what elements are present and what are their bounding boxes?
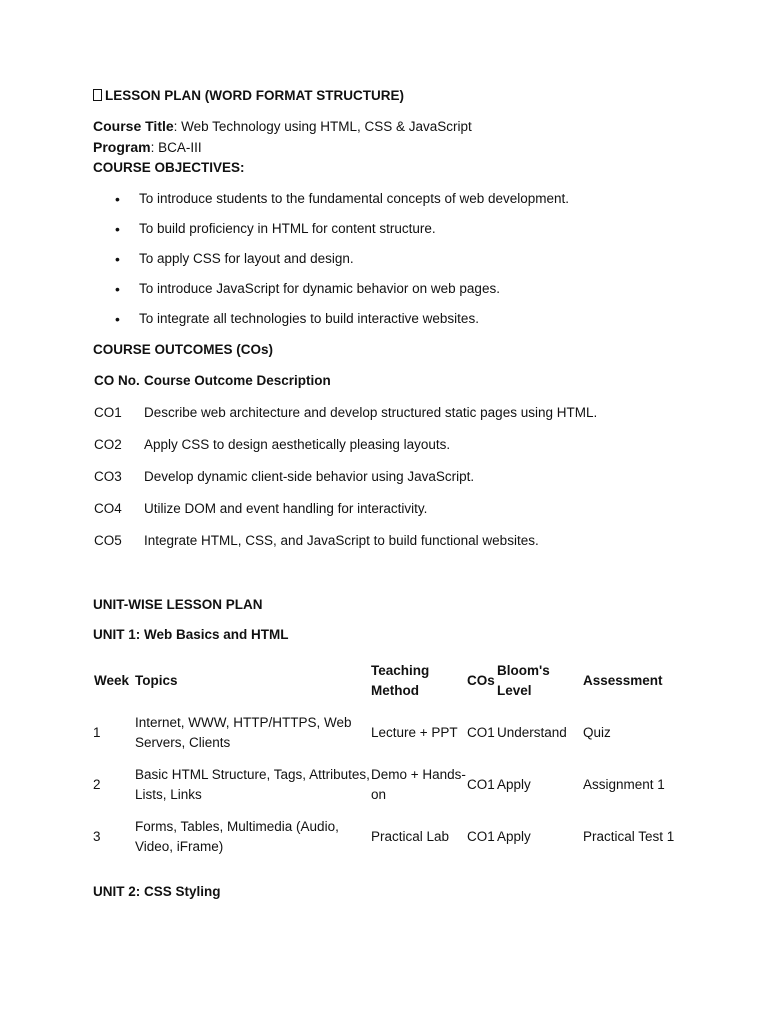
unit1-heading: UNIT 1: Web Basics and HTML [93,627,289,642]
assessment-cell: Assignment 1 [583,777,665,792]
method-cell: Lecture + PPT [371,725,458,740]
objective-text: To build proficiency in HTML for content structure. [139,221,436,236]
outcomes-table [93,371,597,563]
table-row [93,403,597,435]
objectives-heading: COURSE OBJECTIVES: [93,160,245,175]
column-header: Assessment [583,673,663,688]
column-header: Week [94,673,130,688]
table-row [93,435,597,467]
week-cell: 2 [93,777,101,792]
table-row [93,707,683,759]
week-cell: 3 [93,829,101,844]
course-title-value: : Web Technology using HTML, CSS & JavaScript [173,119,472,134]
list-item [93,309,693,339]
bullet-icon: • [115,251,120,267]
table-row [93,499,597,531]
column-header: Topics [135,673,178,688]
table-row [93,811,683,863]
objective-text: To introduce JavaScript for dynamic behavior on web pages. [139,281,500,296]
co-number: CO3 [94,469,122,484]
column-header: Course Outcome Description [144,373,331,388]
objective-text: To introduce students to the fundamental concepts of web development. [139,191,570,206]
list-item [93,189,693,219]
assessment-cell: Practical Test 1 [583,829,675,844]
co-number: CO1 [94,405,122,420]
list-item [93,219,693,249]
co-description: Develop dynamic client-side behavior using JavaScript. [144,469,475,484]
course-title-line [93,116,693,137]
document-title: LESSON PLAN (WORD FORMAT STRUCTURE) [105,88,404,103]
co-description: Apply CSS to design aesthetically pleasing layouts. [144,437,451,452]
list-item [93,279,693,309]
co-description: Integrate HTML, CSS, and JavaScript to build functional websites. [144,533,539,548]
topics-cell: Basic HTML Structure, Tags, Attributes, Lists, Links [135,767,370,802]
bullet-icon: • [115,191,120,207]
bullet-icon: • [115,311,120,327]
week-cell: 1 [93,725,101,740]
program-label: Program [93,139,151,155]
column-header: CO No. [94,373,140,388]
table-row [93,467,597,499]
cos-cell: CO1 [467,829,495,844]
missing-glyph-icon [93,89,102,101]
table-row [93,759,683,811]
bullet-icon: • [115,221,120,237]
blooms-cell: Apply [497,777,531,792]
list-item [93,249,693,279]
blooms-cell: Apply [497,829,531,844]
cos-cell: CO1 [467,777,495,792]
blooms-cell: Understand [497,725,567,740]
topics-cell: Internet, WWW, HTTP/HTTPS, Web Servers, Clients [135,715,352,750]
table-header-row [93,655,683,707]
program-value: : BCA-III [150,140,202,155]
co-number: CO4 [94,501,122,516]
unitwise-heading: UNIT-WISE LESSON PLAN [93,597,263,612]
column-header: Bloom's Level [497,663,550,698]
unit2-heading: UNIT 2: CSS Styling [93,884,221,899]
document-title-line [93,86,693,106]
unit1-table [93,655,683,863]
co-description: Utilize DOM and event handling for interactivity. [144,501,428,516]
column-header: Teaching Method [371,663,430,698]
objective-text: To integrate all technologies to build interactive websites. [139,311,479,326]
assessment-cell: Quiz [583,725,611,740]
document-page [93,86,693,902]
objective-text: To apply CSS for layout and design. [139,251,354,266]
table-row [93,531,597,563]
bullet-icon: • [115,281,120,297]
column-header: COs [467,673,495,688]
method-cell: Demo + Hands-on [371,767,466,802]
course-title-label: Course Title [93,118,174,134]
objectives-list [93,189,693,339]
topics-cell: Forms, Tables, Multimedia (Audio, Video, iFrame) [135,819,339,854]
co-number: CO5 [94,533,122,548]
outcomes-heading: COURSE OUTCOMES (COs) [93,342,274,357]
co-number: CO2 [94,437,122,452]
program-line [93,137,693,158]
co-description: Describe web architecture and develop structured static pages using HTML. [144,405,598,420]
cos-cell: CO1 [467,725,495,740]
method-cell: Practical Lab [371,829,450,844]
table-header-row [93,371,597,403]
course-meta [93,116,693,178]
